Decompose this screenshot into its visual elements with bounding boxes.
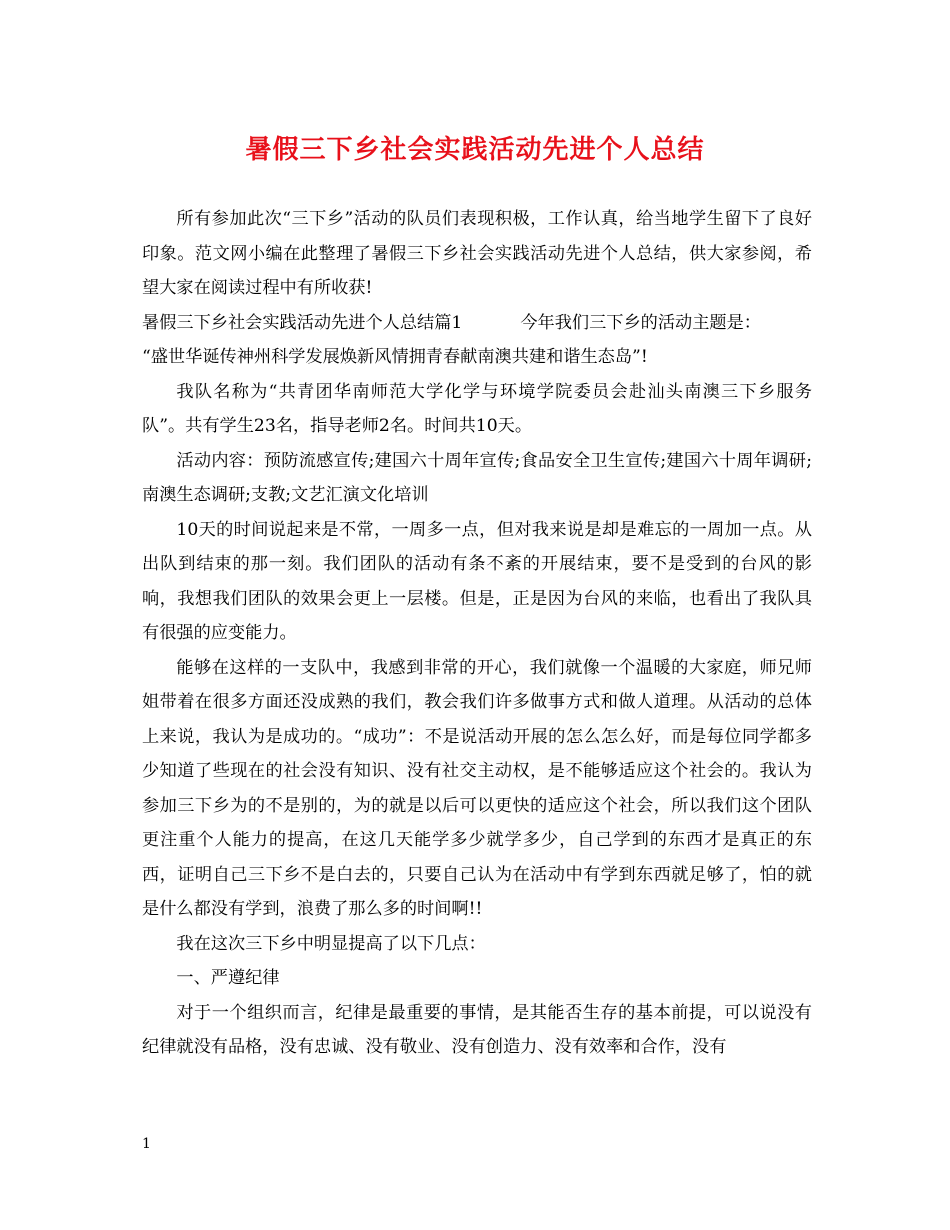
activity-content-paragraph: 活动内容：预防流感宣传;建国六十周年宣传;食品安全卫生宣传;建国六十周年调研;南澳生态调研;支教;文艺汇演文化培训 [142,450,812,505]
page-number: 1 [142,1136,151,1152]
document-title: 暑假三下乡社会实践活动先进个人总结 [245,135,705,165]
section-label: 暑假三下乡社会实践活动先进个人总结篇1 [142,312,463,333]
discipline-paragraph: 对于一个组织而言，纪律是最重要的事情，是其能否生存的基本前提，可以说没有纪律就没有品格，没有忠诚、没有敬业、没有创造力、没有效率和合作，没有 [142,1002,812,1057]
theme-paragraph: “盛世华诞传神州科学发展焕新风情拥青春献南澳共建和谐生态岛”! [142,347,648,367]
document-body [142,202,812,1065]
intro-paragraph: 所有参加此次“三下乡”活动的队员们表现积极，工作认真，给当地学生留下了良好印象。范文网小编在此整理了暑假三下乡社会实践活动先进个人总结，供大家参阅，希望大家在阅读过程中有所收获! [142,209,812,298]
improvement-intro-paragraph: 我在这次三下乡中明显提高了以下几点： [176,933,486,954]
discipline-heading: 一、严遵纪律 [176,968,280,988]
duration-paragraph: 10天的时间说起来是不常，一周多一点，但对我来说是却是难忘的一周加一点。从出队到结束的那一刻。我们团队的活动有条不紊的开展结束，要不是受到的台风的影响，我想我们团队的效果会更上一层楼。但是，正是因为台风的来临，也看出了我队具有很强的应变能力。 [142,519,812,643]
experience-paragraph: 能够在这样的一支队中，我感到非常的开心，我们就像一个温暖的大家庭，师兄师姐带着在很多方面还没成熟的我们，教会我们许多做事方式和做人道理。从活动的总体上来说，我认为是成功的。“成功”：不是说活动开展的怎么怎么好，而是每位同学都多少知道了些现在的社会没有知识、没有社交主动权，是不能够适应这个社会的。我认为参加三下乡为的不是别的，为的就是以后可以更快的适应这个社会，所以我们这个团队更注重个人能力的提高，在这几天能学多少就学多少，自己学到的东西才是真正的东西，证明自己三下乡不是白去的，只要自己认为在活动中有学到东西就足够了，怕的就是什么都没有学到，浪费了那么多的时间啊!! [142,657,812,919]
theme-intro: 今年我们三下乡的活动主题是： [520,312,761,333]
team-name-paragraph: 我队名称为“共青团华南师范大学化学与环境学院委员会赴汕头南澳三下乡服务队”。共有学生23名，指导老师2名。时间共10天。 [142,381,812,436]
section-heading-line [142,306,812,341]
